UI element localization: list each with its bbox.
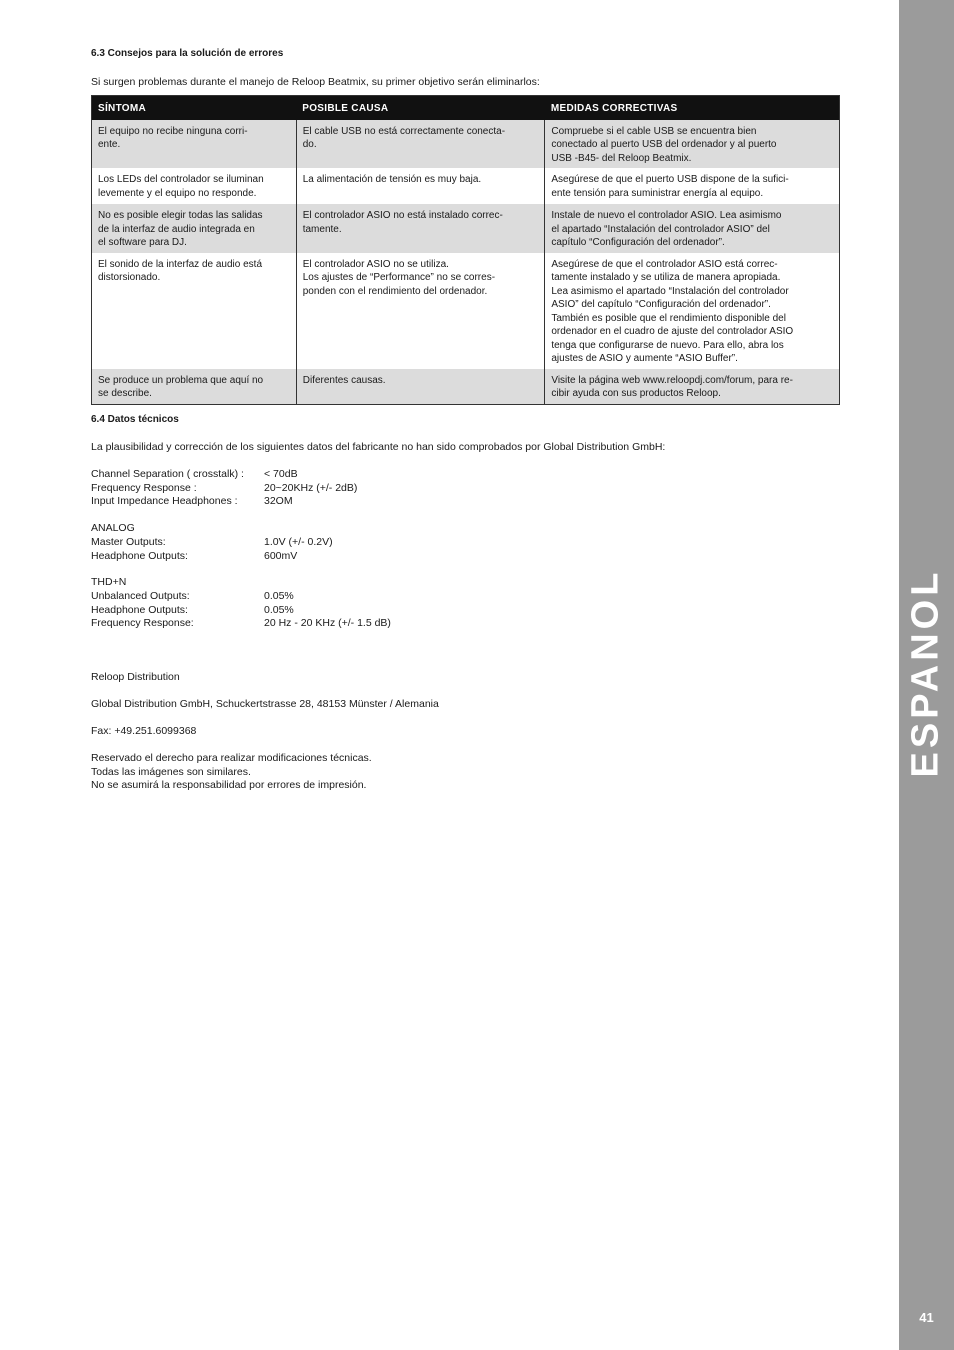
cell-symptom: El equipo no recibe ninguna corri- ente. [92,120,297,169]
spec-row [91,495,357,509]
technical-data-intro: La plausibilidad y corrección de los siguientes datos del fabricante no han sido comprobados por Global Distribution GmbH: [91,441,666,453]
spec-value: 20 Hz - 20 KHz (+/- 1.5 dB) [264,617,391,629]
header-symptom: SÍNTOMA [92,96,297,120]
spec-value: 0.05% [264,590,294,602]
specs-general [91,468,357,509]
spec-value: 0.05% [264,603,294,616]
cell-fix: Asegúrese de que el controlador ASIO está correc- tamente instalado y se utiliza de manera apropiada. Lea asimismo el apartado “Instalación del controlador ASIO” del capítulo “Configuración del ordenador”. También es posible que el rendimiento disponible del ordenador en el cuadro de ajuste del controlador ASIO tenga que configurarse de nuevo. Para ello, abra los ajustes de ASIO y aumente “ASIO Buffer”. [545,253,840,369]
specs-analog [91,536,333,563]
cell-symptom: Los LEDs del controlador se iluminan levemente y el equipo no responde. [92,168,297,204]
cell-cause: El cable USB no está correctamente conecta- do. [296,120,545,169]
cell-fix: Instale de nuevo el controlador ASIO. Lea asimismo el apartado “Instalación del controlador ASIO” del capítulo “Configuración del ordenador”. [545,204,840,253]
troubleshooting-intro: Si surgen problemas durante el manejo de Reloop Beatmix, su primer objetivo serán eliminarlos: [91,76,540,88]
cell-fix: Asegúrese de que el puerto USB dispone de la sufici- ente tensión para suministrar energía al equipo. [545,168,840,204]
cell-fix: Visite la página web www.reloopdj.com/forum, para re- cibir ayuda con sus productos Reloop. [545,369,840,405]
table-row [92,253,840,369]
table-row [92,369,840,405]
troubleshooting-table [91,95,840,405]
spec-row [91,617,391,631]
header-fix: MEDIDAS CORRECTIVAS [545,96,840,120]
specs-thd [91,590,391,631]
spec-key: Headphone Outputs: [91,603,188,616]
company-address: Global Distribution GmbH, Schuckertstrasse 28, 48153 Münster / Alemania [91,698,439,710]
language-label: ESPANOL [904,568,947,778]
table-row [92,120,840,169]
cell-cause: Diferentes causas. [296,369,545,405]
cell-symptom: Se produce un problema que aquí no se describe. [92,369,297,405]
spec-row [91,468,357,482]
spec-row [91,482,357,496]
thd-title: THD+N [91,576,127,588]
spec-row [91,590,391,604]
section-heading-troubleshooting: 6.3 Consejos para la solución de errores [91,48,284,59]
disclaimer-line: Todas las imágenes son similares. [91,766,251,778]
spec-value: 20~20KHz (+/- 2dB) [264,481,358,494]
spec-value: 1.0V (+/- 0.2V) [264,536,333,548]
page-number: 41 [919,1310,934,1325]
language-sidebar [899,0,954,1350]
spec-value: < 70dB [264,468,298,480]
spec-key: Channel Separation ( crosstalk) : [91,468,244,480]
spec-key: Headphone Outputs: [91,549,188,562]
spec-key: Unbalanced Outputs: [91,590,190,602]
cell-symptom: El sonido de la interfaz de audio está distorsionado. [92,253,297,369]
table-header-row [92,96,840,120]
spec-key: Frequency Response: [91,617,194,629]
cell-symptom: No es posible elegir todas las salidas de la interfaz de audio integrada en el software para DJ. [92,204,297,253]
spec-row [91,604,391,618]
cell-cause: El controlador ASIO no se utiliza. Los ajustes de “Performance” no se corres- ponden con el rendimiento del ordenador. [296,253,545,369]
cell-cause: La alimentación de tensión es muy baja. [296,168,545,204]
table-row [92,168,840,204]
section-heading-technical-data: 6.4 Datos técnicos [91,414,179,425]
spec-value: 32OM [264,495,293,507]
header-cause: POSIBLE CAUSA [296,96,545,120]
company-name: Reloop Distribution [91,671,180,683]
analog-title: ANALOG [91,522,135,534]
spec-key: Input Impedance Headphones : [91,495,238,507]
company-fax: Fax: +49.251.6099368 [91,725,197,737]
disclaimer-line: No se asumirá la responsabilidad por errores de impresión. [91,779,367,791]
disclaimer-line: Reservado el derecho para realizar modificaciones técnicas. [91,752,372,764]
cell-cause: El controlador ASIO no está instalado correc- tamente. [296,204,545,253]
spec-value: 600mV [264,549,298,562]
spec-row [91,550,333,564]
spec-key: Master Outputs: [91,536,166,548]
cell-fix: Compruebe si el cable USB se encuentra bien conectado al puerto USB del ordenador y al puerto USB -B45- del Reloop Beatmix. [545,120,840,169]
spec-row [91,536,333,550]
table-row [92,204,840,253]
spec-key: Frequency Response : [91,481,197,494]
